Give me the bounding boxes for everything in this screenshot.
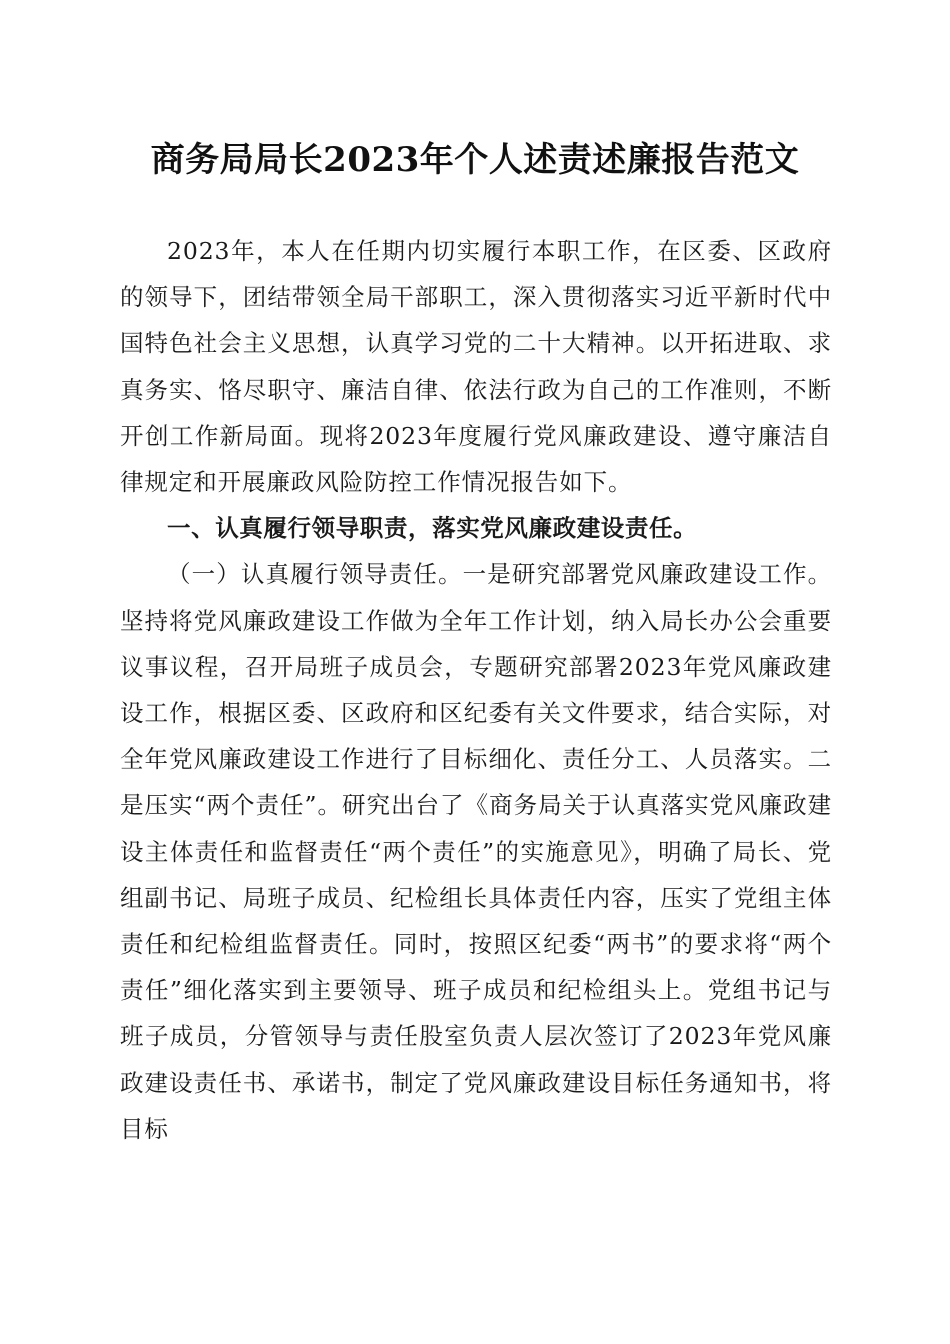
section-heading-1: 一、认真履行领导职责，落实党风廉政建设责任。 [167, 514, 698, 543]
section-1-paragraph-1: （一）认真履行领导责任。一是研究部署党风廉政建设工作。坚持将党风廉政建设工作做为全年工作计划，纳入局长办公会重要议事议程，召开局班子成员会，专题研究部署2023年党风廉政建设工作，根据区委、区政府和区纪委有关文件要求，结合实际，对全年党风廉政建设工作进行了目标细化、责任分工、人员落实。二是压实“两个责任”。研究出台了《商务局关于认真落实党风廉政建设主体责任和监督责任“两个责任”的实施意见》，明确了局长、党组副书记、局班子成员、纪检组长具体责任内容，压实了党组主体责任和纪检组监督责任。同时，按照区纪委“两书”的要求将“两个责任”细化落实到主要领导、班子成员和纪检组头上。党组书记与班子成员，分管领导与责任股室负责人层次签订了2023年党风廉政建设责任书、承诺书，制定了党风廉政建设目标任务通知书，将目标 [120, 560, 832, 1143]
document-title: 商务局局长2023年个人述责述廉报告范文 [150, 140, 800, 180]
document-body [120, 228, 832, 1152]
intro-paragraph: 2023年，本人在任期内切实履行本职工作，在区委、区政府的领导下，团结带领全局干部职工，深入贯彻落实习近平新时代中国特色社会主义思想，认真学习党的二十大精神。以开拓进取、求真务实、恪尽职守、廉洁自律、依法行政为自己的工作准则，不断开创工作新局面。现将2023年度履行党风廉政建设、遵守廉洁自律规定和开展廉政风险防控工作情况报告如下。 [120, 237, 832, 497]
